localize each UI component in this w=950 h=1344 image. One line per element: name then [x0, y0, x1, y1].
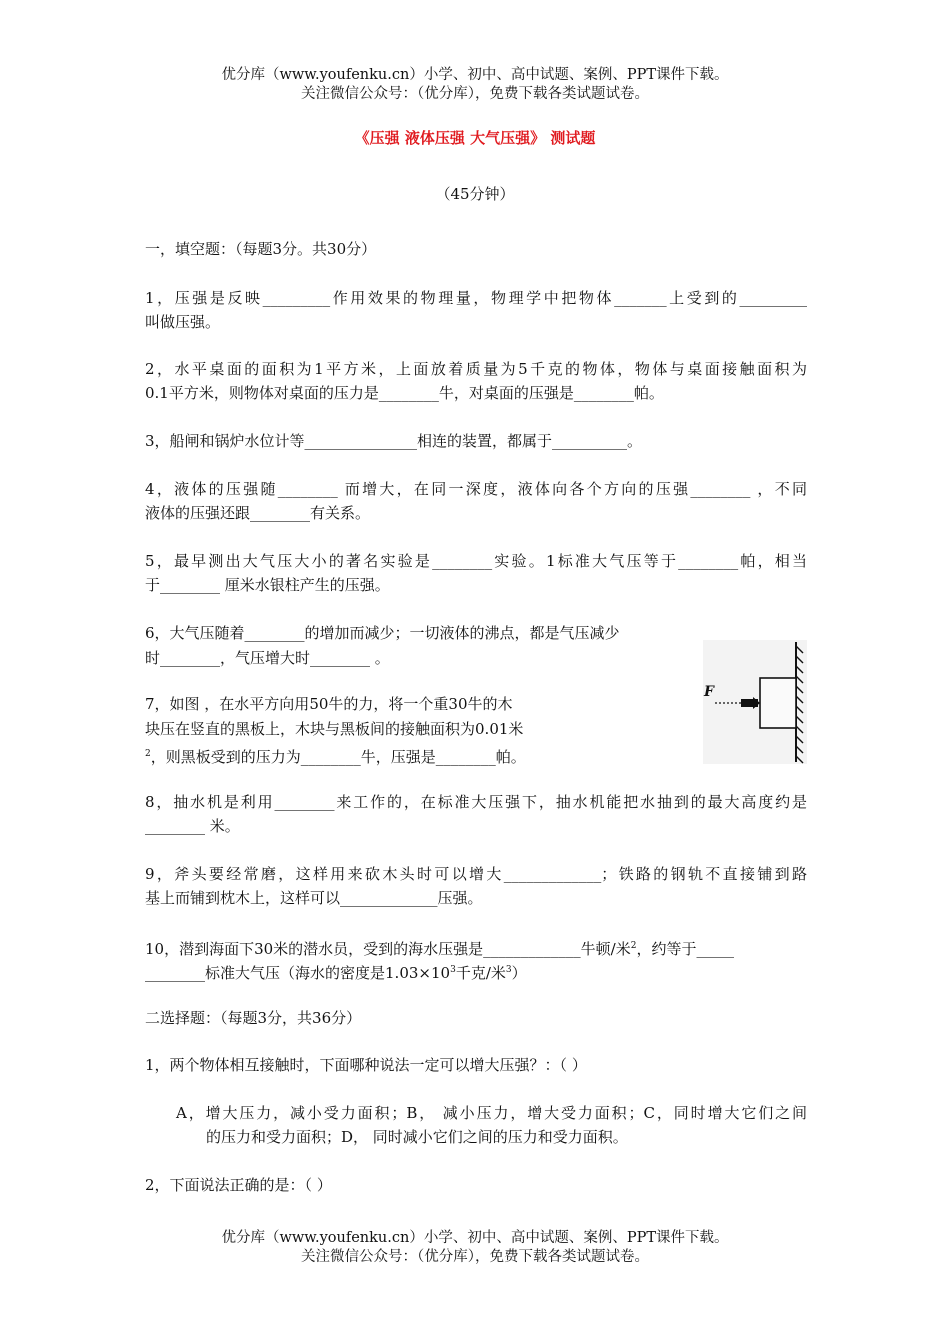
q10-line-2-d: ） — [511, 964, 527, 982]
q2-line-1: 2，水平桌面的面积为1平方米，上面放着质量为5千克的物体，物体与桌面接触面积为 — [145, 360, 807, 378]
q5-line-1: 5，最早测出大气压大小的著名实验是________实验。1标准大气压等于________帕，相当 — [145, 552, 807, 570]
q9-line-2: 基上而铺到枕木上，这样可以_____________压强。 — [145, 889, 483, 907]
section-1-heading: 一，填空题：（每题3分。共30分） — [145, 240, 377, 258]
q10-line-2-b: 10 — [430, 964, 451, 982]
q10-line-1-b: ，约等于_____ — [636, 940, 734, 958]
q5-line-2: 于________ 厘米水银柱产生的压强。 — [145, 576, 390, 594]
q3-line-1: 3，船闸和锅炉水位计等_______________相连的装置，都属于__________。 — [145, 432, 643, 450]
header-line-1: 优分库（www.youfenku.cn）小学、初中、高中试题、案例、PPT课件下载。 — [221, 67, 729, 83]
q9-line-1: 9，斧头要经常磨，这样用来砍木头时可以增大_____________；铁路的钢轨不直接铺到路 — [145, 865, 807, 883]
s2-q2-stem: 2，下面说法正确的是：（ ） — [145, 1176, 332, 1194]
q10-line-2 — [145, 958, 807, 985]
q6-line-2: 时________，气压增大时________ 。 — [145, 649, 390, 667]
q1-line-1: 1，压强是反映_________作用效果的物理量，物理学中把物体_______上受到的_________ — [145, 289, 807, 307]
exam-duration: （45分钟） — [435, 185, 515, 203]
q2-line-2: 0.1平方米，则物体对桌面的压力是________牛，对桌面的压强是________帕。 — [145, 384, 664, 402]
s2-q1-options-line-1: A，增大压力，减小受力面积；B， 减小压力，增大受力面积；C，同时增大它们之间 — [176, 1104, 807, 1122]
q10-superscript-3: 3 — [505, 965, 512, 975]
page-title: 《压强 液体压强 大气压强》 测试题 — [354, 129, 596, 147]
footer-line-2: 关注微信公众号：（优分库），免费下载各类试题试卷。 — [301, 1249, 649, 1265]
q7-line-3 — [145, 742, 575, 769]
wood-block — [760, 678, 796, 728]
q8-line-1: 8，抽水机是利用________来工作的，在标准大压强下，抽水机能把水抽到的最大高度约是 — [145, 793, 807, 811]
q10-superscript-2: 3 — [450, 965, 456, 975]
q7-superscript: 2 — [145, 749, 151, 759]
q10-superscript-1: 2 — [630, 941, 637, 951]
section-2-heading: 二选择题：（每题3分，共36分） — [145, 1009, 362, 1027]
header-line-2: 关注微信公众号：（优分库），免费下载各类试题试卷。 — [301, 86, 649, 102]
footer-line-1: 优分库（www.youfenku.cn）小学、初中、高中试题、案例、PPT课件下载。 — [221, 1230, 729, 1246]
q10-times-sign: × — [418, 964, 431, 982]
s2-q1-stem: 1，两个物体相互接触时，下面哪种说法一定可以增大压强？：（ ） — [145, 1056, 587, 1074]
q7-line-2: 块压在竖直的黑板上，木块与黑板间的接触面积为0.01米 — [145, 720, 524, 738]
s2-q1-options-line-2: 的压力和受力面积；D， 同时减小它们之间的压力和受力面积。 — [206, 1128, 628, 1146]
q4-line-2: 液体的压强还跟________有关系。 — [145, 504, 371, 522]
force-diagram — [703, 640, 807, 764]
q1-line-2: 叫做压强。 — [145, 313, 221, 331]
q10-line-2-c: 千克/米 — [455, 964, 506, 982]
q4-line-1: 4，液体的压强随________ 而增大，在同一深度，液体向各个方向的压强________ ，不同 — [145, 480, 807, 498]
q10-line-1-a: 10，潜到海面下30米的潜水员，受到的海水压强是_____________牛顿/米 — [145, 940, 631, 958]
q8-line-2: ________ 米。 — [145, 817, 240, 835]
q10-line-1 — [145, 934, 807, 961]
q7-line-1: 7，如图 ，在水平方向用50牛的力，将一个重30牛的木 — [145, 695, 513, 713]
q7-line-3-text: ，则黑板受到的压力为________牛，压强是________帕。 — [150, 748, 526, 766]
force-label: F — [704, 684, 714, 700]
q10-line-2-a: ________标准大气压（海水的密度是1.03 — [145, 964, 419, 982]
q6-line-1: 6，大气压随着________的增加而减少；一切液体的沸点，都是气压减少 — [145, 624, 620, 642]
